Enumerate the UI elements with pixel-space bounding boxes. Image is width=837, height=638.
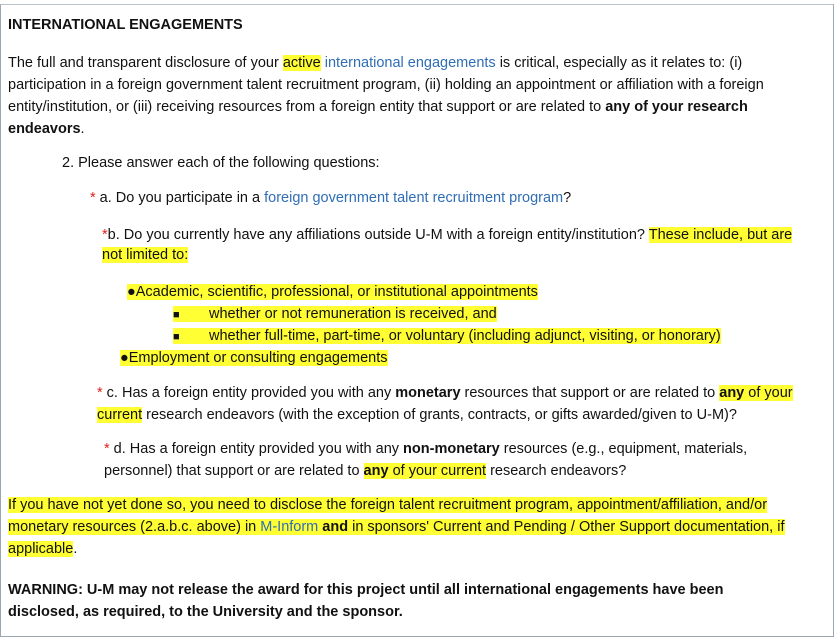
bullet-icon: ●	[127, 284, 136, 300]
sub-bullet-text: ■ whether full-time, part-time, or voluntary (including adjunct, visiting, or honorary)	[173, 328, 721, 344]
question-d-text: personnel) that support or are related to	[104, 463, 364, 479]
required-asterisk: *	[97, 385, 103, 401]
question-d-text: resources (e.g., equipment, materials,	[499, 441, 748, 457]
required-asterisk: *	[90, 190, 96, 206]
monetary-bold: monetary	[395, 385, 461, 401]
question-c-line-1	[97, 383, 793, 403]
question-c-line-2	[97, 405, 737, 425]
question-b-line-2	[102, 245, 188, 265]
question-a-text: a. Do you participate in a	[95, 190, 265, 206]
intro-line-1	[8, 53, 742, 73]
question-d-text: d. Has a foreign entity provided you with any	[109, 441, 404, 457]
question-c-text: research endeavors (with the exception of grants, contracts, or gifts awarded/given to U-M)?	[142, 407, 737, 423]
disclose-line-1	[8, 495, 767, 515]
and-bold: and	[318, 519, 349, 535]
question-b-line-1	[102, 225, 792, 245]
intro-text: is critical, especially as it relates to: (i)	[495, 55, 743, 71]
question-2-label: 2. Please answer each of the following questions:	[62, 155, 380, 171]
square-bullet-icon: ■	[173, 309, 180, 321]
warning-line-1: WARNING: U-M may not release the award for this project until all international engagements have been	[8, 582, 724, 598]
sub-bullet-text: ■ whether or not remuneration is received, and	[173, 306, 497, 322]
required-asterisk: *	[102, 227, 108, 243]
intro-bold: any of your research	[605, 99, 748, 115]
non-monetary-bold: non-monetary	[403, 441, 500, 457]
any-bold: any	[363, 463, 389, 479]
international-engagements-panel	[0, 4, 834, 637]
bullet-employment	[120, 348, 388, 368]
question-c-text: c. Has a foreign entity provided you with any	[102, 385, 396, 401]
question-d-text: research endeavors?	[486, 463, 627, 479]
disclose-highlight: applicable	[8, 541, 74, 557]
international-engagements-link[interactable]: international engagements	[324, 55, 496, 71]
bullet-icon: ●	[120, 350, 129, 366]
disclose-line-3	[8, 539, 77, 559]
intro-active-highlight: active	[282, 55, 321, 71]
bullet-academic	[127, 282, 538, 302]
disclose-highlight: If you have not yet done so, you need to disclose the foreign talent recruitment program, appointment/affiliation, and/or	[8, 497, 768, 513]
section-heading: INTERNATIONAL ENGAGEMENTS	[8, 17, 243, 33]
intro-text: .	[80, 121, 85, 137]
question-d-line-1	[104, 439, 747, 459]
square-bullet-icon: ■	[173, 331, 180, 343]
sub-bullet-remuneration	[173, 304, 497, 325]
warning-line-2: disclosed, as required, to the University and the sponsor.	[8, 604, 403, 620]
intro-text: The full and transparent disclosure of your	[8, 55, 283, 71]
question-b-highlight: not limited to:	[102, 247, 189, 263]
intro-text: entity/institution, or (iii) receiving resources from a foreign entity that support or are related to	[8, 99, 606, 115]
question-b-text: b. Do you currently have any affiliations outside U-M with a foreign entity/institution?	[107, 227, 649, 243]
bullet-employment-text: ●Employment or consulting engagements	[120, 350, 388, 366]
intro-line-3	[8, 97, 748, 117]
required-asterisk: *	[104, 441, 110, 457]
bullet-academic-text: ●Academic, scientific, professional, or institutional appointments	[127, 284, 538, 300]
intro-bold: endeavors	[8, 121, 81, 137]
question-a-text: ?	[563, 190, 572, 206]
question-d-line-2	[104, 461, 626, 481]
question-c-text: resources that support or are related to	[460, 385, 720, 401]
question-d-highlight: any of your current	[363, 463, 487, 479]
sub-bullet-time	[173, 326, 721, 347]
question-c-highlight: any of your	[719, 385, 793, 401]
disclose-line-2	[8, 517, 785, 537]
m-inform-link[interactable]: M-Inform	[260, 519, 319, 535]
question-b-highlight: These include, but are	[648, 227, 793, 243]
question-c-highlight: current	[97, 407, 143, 423]
disclose-highlight: monetary resources (2.a.b.c. above) in M-Inform and in sponsors' Current and Pending / Other Support documentation, if	[8, 519, 785, 535]
intro-line-4	[8, 119, 85, 139]
any-bold: any	[719, 385, 745, 401]
question-a	[90, 188, 571, 208]
intro-line-2: participation in a foreign government talent recruitment program, (ii) holding an appointment or affiliation with a foreign	[8, 77, 764, 93]
talent-program-link[interactable]: foreign government talent recruitment program	[264, 190, 564, 206]
disclose-text: .	[73, 541, 78, 557]
